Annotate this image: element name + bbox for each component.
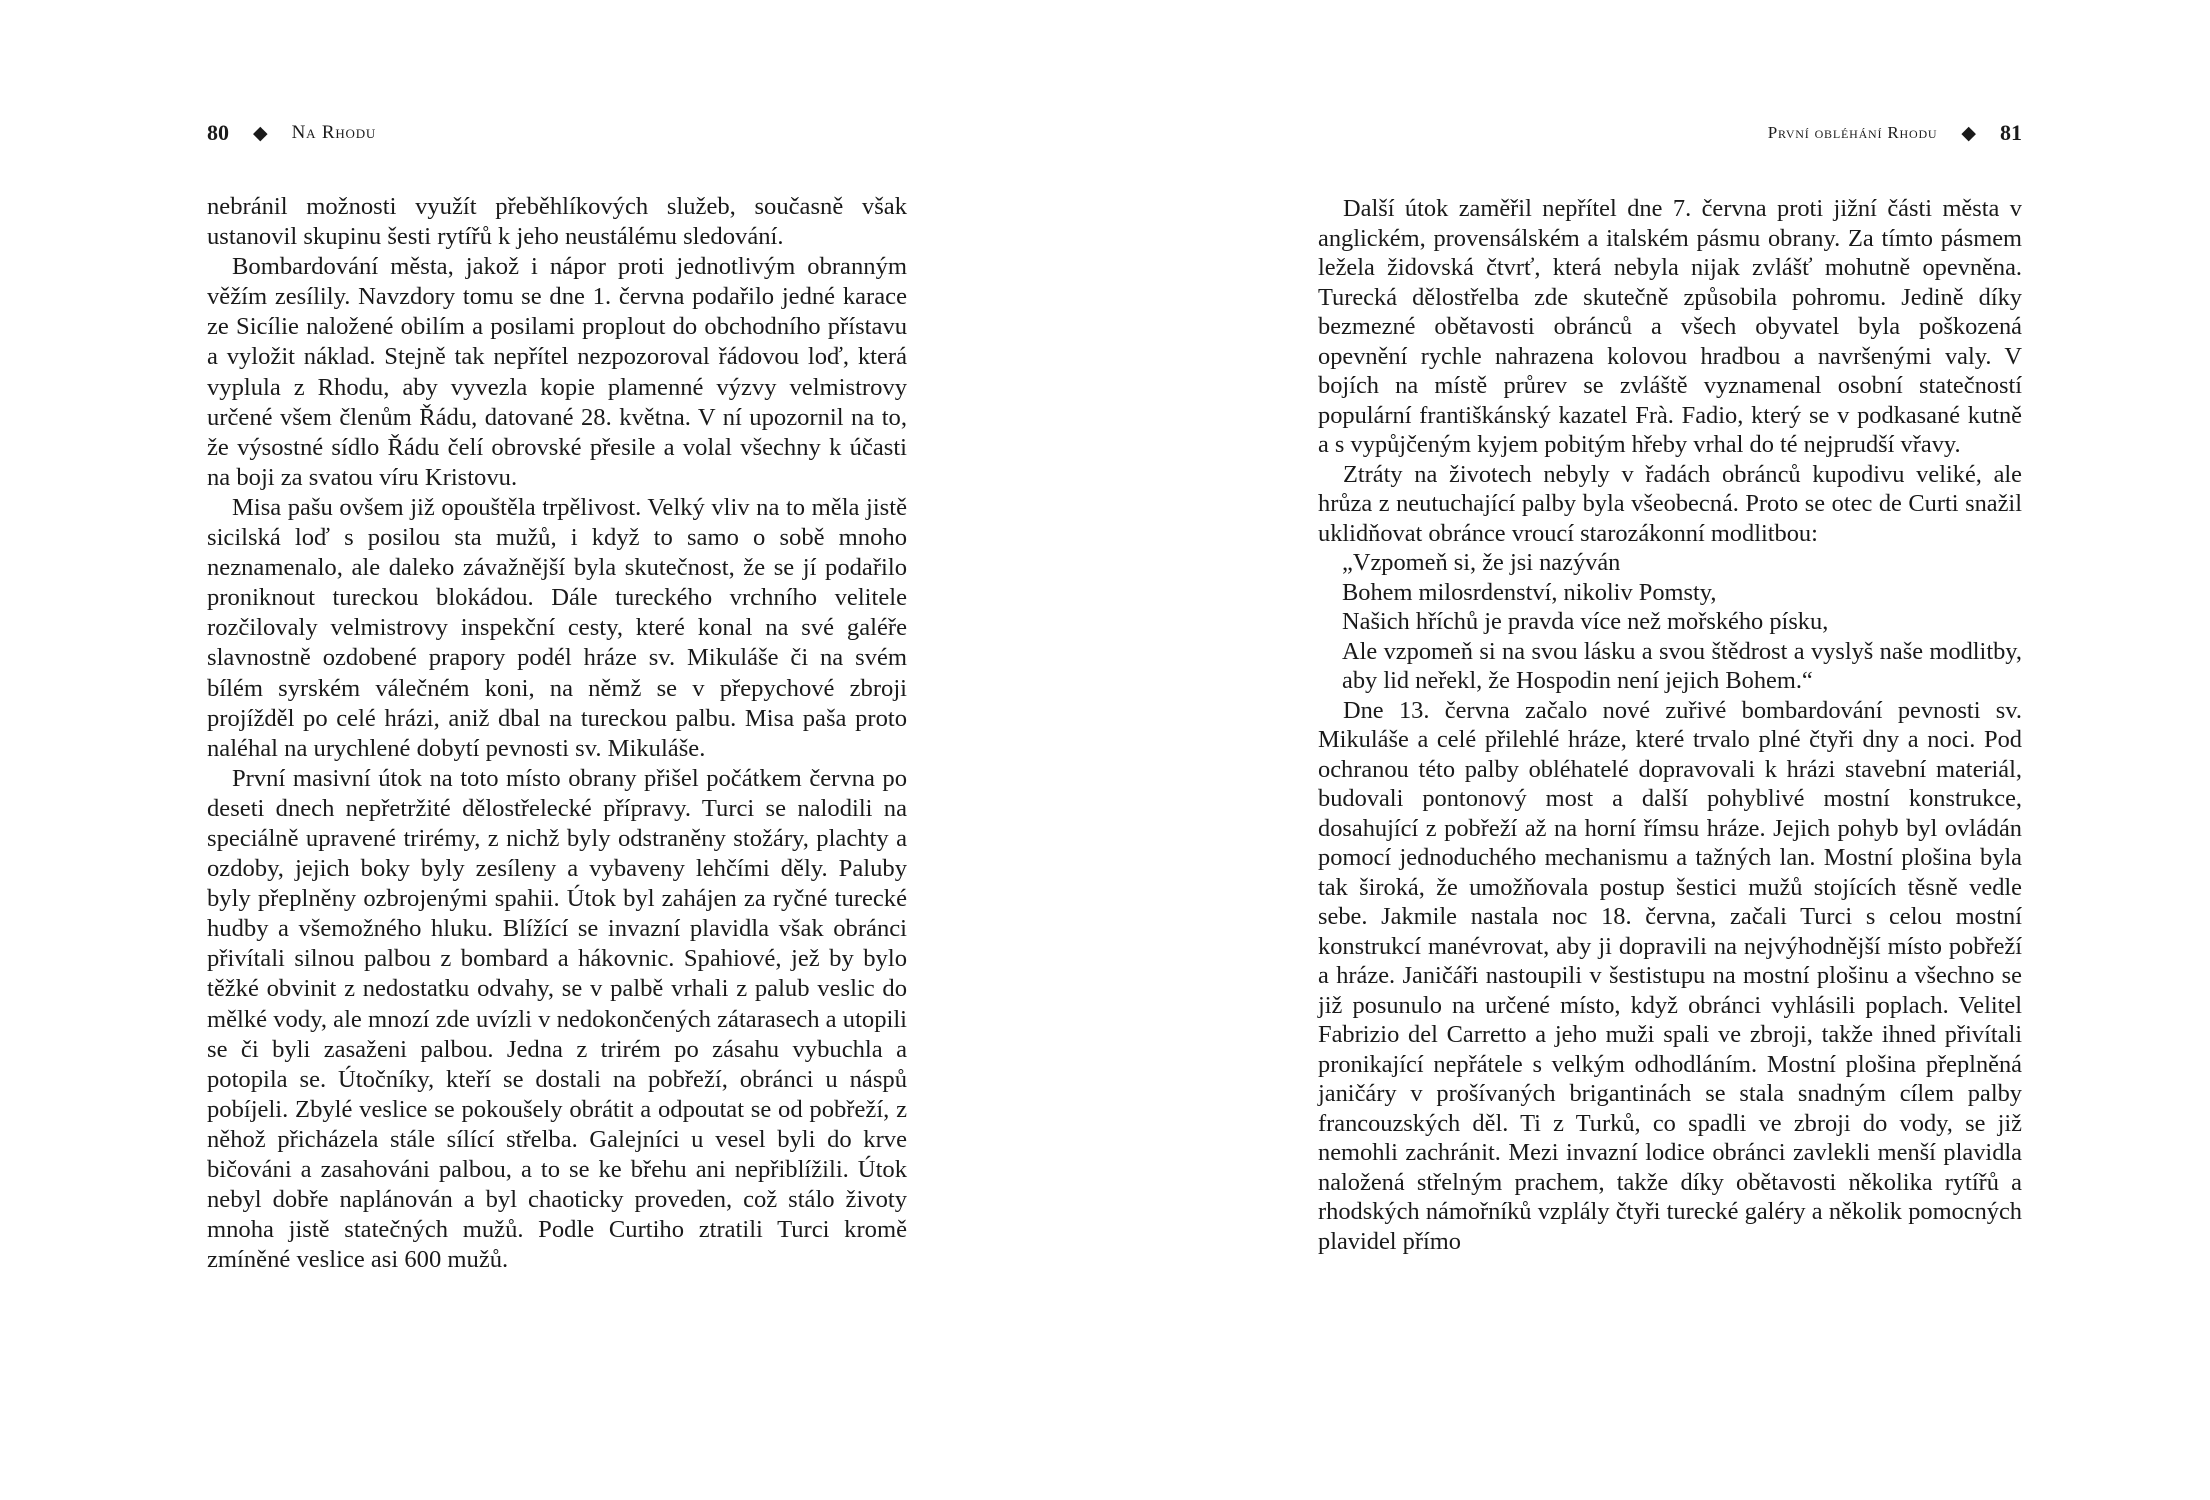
paragraph: První masivní útok na toto místo obrany přišel počátkem června po deseti dnech nepřetržité dělostřelecké přípravy. Turci se nalodili na speciálně upravené trirémy, z nichž byly odstraněny stožáry, plachty a ozdoby, jejich boky byly zesíleny a vybaveny lehčími děly. Paluby byly přeplněny ozbrojenými spahii. Útok byl zahájen za ryčné turecké hudby a všemožného hluku. Blížící se invazní plavidla však obránci přivítali silnou palbou z bombard a hákovnic. Spahiové, jež by bylo těžké obvinit z nedostatku odvahy, se v palbě vrhali z palub veslic do mělké vody, ale mnozí zde uvízli v nedokončených zátarasech a utopili se či byli zasaženi palbou. Jedna z trirém po zásahu vybuchla a potopila se. Útočníky, kteří se dostali na pobřeží, obránci u náspů pobíjeli. Zbylé veslice se pokoušely obrátit a odpoutat se od pobřeží, z něhož přicházela stále sílící střelba. Galejníci u vesel byli do krve bičováni a zasahováni palbou, a to se ke břehu ani nepřiblížili. Útok nebyl dobře naplánován a byl chaoticky proveden, což stálo životy mnoha jistě statečných mužů. Podle Curtiho ztratili Turci kromě zmíněné veslice asi 600 mužů.: [207, 764, 907, 1274]
page-body: [207, 192, 907, 1275]
diamond-icon: ◆: [1961, 122, 1976, 144]
paragraph: Bombardování města, jakož i nápor proti jednotlivým obranným věžím zesílily. Navzdory tomu se dne 1. června podařilo jedné karace ze Sicílie naložené obilím a posilami proplout do obchodního přístavu a vyložit náklad. Stejně tak nepřítel nezpozoroval řádovou loď, která vyplula z Rhodu, aby vyvezla kopie plamenné výzvy velmistrovy určené všem členům Řádu, datované 28. května. V ní upozornil na to, že výsostné sídlo Řádu čelí obrovské přesile a volal všechny k účasti na boji za svatou víru Kristovu.: [207, 253, 907, 491]
page-header: [1318, 118, 2022, 148]
verse-line: Našich hříchů je pravda více než mořského písku,: [1342, 608, 1829, 635]
paragraph: Ztráty na životech nebyly v řadách obránců kupodivu veliké, ale hrůza z neutuchající palby byla všeobecná. Proto se otec de Curti snažil uklidňovat obránce vroucí starozákonní modlitbou:: [1318, 460, 2022, 547]
verse-line: Ale vzpomeň si na svou lásku a svou štědrost a vyslyš naše modlitby, aby lid neřekl, že Hospodin není jejich Bohem.“: [1342, 637, 2022, 694]
running-head: První obléhání Rhodu: [1767, 123, 1938, 142]
verse-line: Bohem milosrdenství, nikoliv Pomsty,: [1342, 578, 1717, 606]
page-number: 80: [207, 120, 229, 145]
paragraph: nebránil možnosti využít přeběhlíkových služeb, současně však ustanovil skupinu šesti rytířů k jeho neustálému sledování.: [207, 193, 907, 251]
paragraph: Další útok zaměřil nepřítel dne 7. června proti jižní části města v anglickém, provensálském a italském pásmu obrany. Za tímto pásmem ležela židovská čtvrť, která nebyla nijak zvlášť mohutně opevněna. Turecká dělostřelba zde skutečně způsobila pohromu. Jedině díky bezmezné obětavosti obránců a všech obyvatel byla poškozená opevnění rychle nahrazena kolovou hradbou a navršenými valy. V bojích na místě průrev se zvláště vyznamenal osobní statečností populární františkánský kazatel Frà. Fadio, který se v podkasané kutně a s vypůjčeným kyjem pobitým hřeby vrhal do té nejprudší vřavy.: [1318, 195, 2022, 458]
diamond-icon: ◆: [253, 122, 268, 144]
verse-line: „Vzpomeň si, že jsi nazýván: [1342, 549, 1621, 576]
paragraph: Misa pašu ovšem již opouštěla trpělivost. Velký vliv na to měla jistě sicilská loď s posilou sta mužů, i když to samo o sobě mnoho neznamenalo, ale daleko závažnější byla skutečnost, že se jí podařilo proniknout tureckou blokádou. Dále tureckého vrchního velitele rozčilovaly velmistrovy inspekční cesty, které konal na své galéře slavnostně ozdobené prapory podél hráze sv. Mikuláše či na svém bílém syrském válečném koni, na němž se v přepychové zbroji projížděl po celé hrázi, aniž dbal na tureckou palbu. Misa paša proto naléhal na urychlené dobytí pevnosti sv. Mikuláše.: [207, 493, 907, 762]
running-head: Na Rhodu: [291, 122, 377, 143]
paragraph: Dne 13. června začalo nové zuřivé bombardování pevnosti sv. Mikuláše a celé přilehlé hráze, které trvalo plné čtyři dny a noci. Pod ochranou této palby obléhatelé dopravovali k hrázi stavební materiál, budovali pontonový most a další pohyblivé mostní konstrukce, dosahující z pobřeží až na horní římsu hráze. Jejich pohyb byl ovládán pomocí jednoduchého mechanismu a tažných lan. Mostní plošina byla tak široká, že umožňovala postup šestici mužů stojících těsně vedle sebe. Jakmile nastala noc 18. června, začali Turci s celou mostní konstrukcí manévrovat, aby ji dopravili na nejvýhodnější místo pobřeží a hráze. Janičáři nastoupili v šestistupu na mostní plošinu a všechno se již posunulo na určené místo, když obránci vyhlásili poplach. Velitel Fabrizio del Carretto a jeho muži spali ve zbroji, takže ihned přivítali pronikající nepřátele s velkým odhodláním. Mostní plošina přeplněná janičáry v prošívaných brigantinách se stala snadným cílem palby francouzských děl. Ti z Turků, co spadli ve zbroji do vody, se již nemohli zachránit. Mezi invazní lodice obránci zavlekli menší plavidla naložená střelným prachem, takže díky obětavosti několika rytířů a rhodských námořníků vzplály čtyři turecké galéry a několik pomocných plavidel přímo: [1318, 696, 2022, 1255]
page-header: [207, 118, 907, 148]
page-number: 81: [2000, 120, 2022, 145]
page-body: [1318, 194, 2022, 1256]
